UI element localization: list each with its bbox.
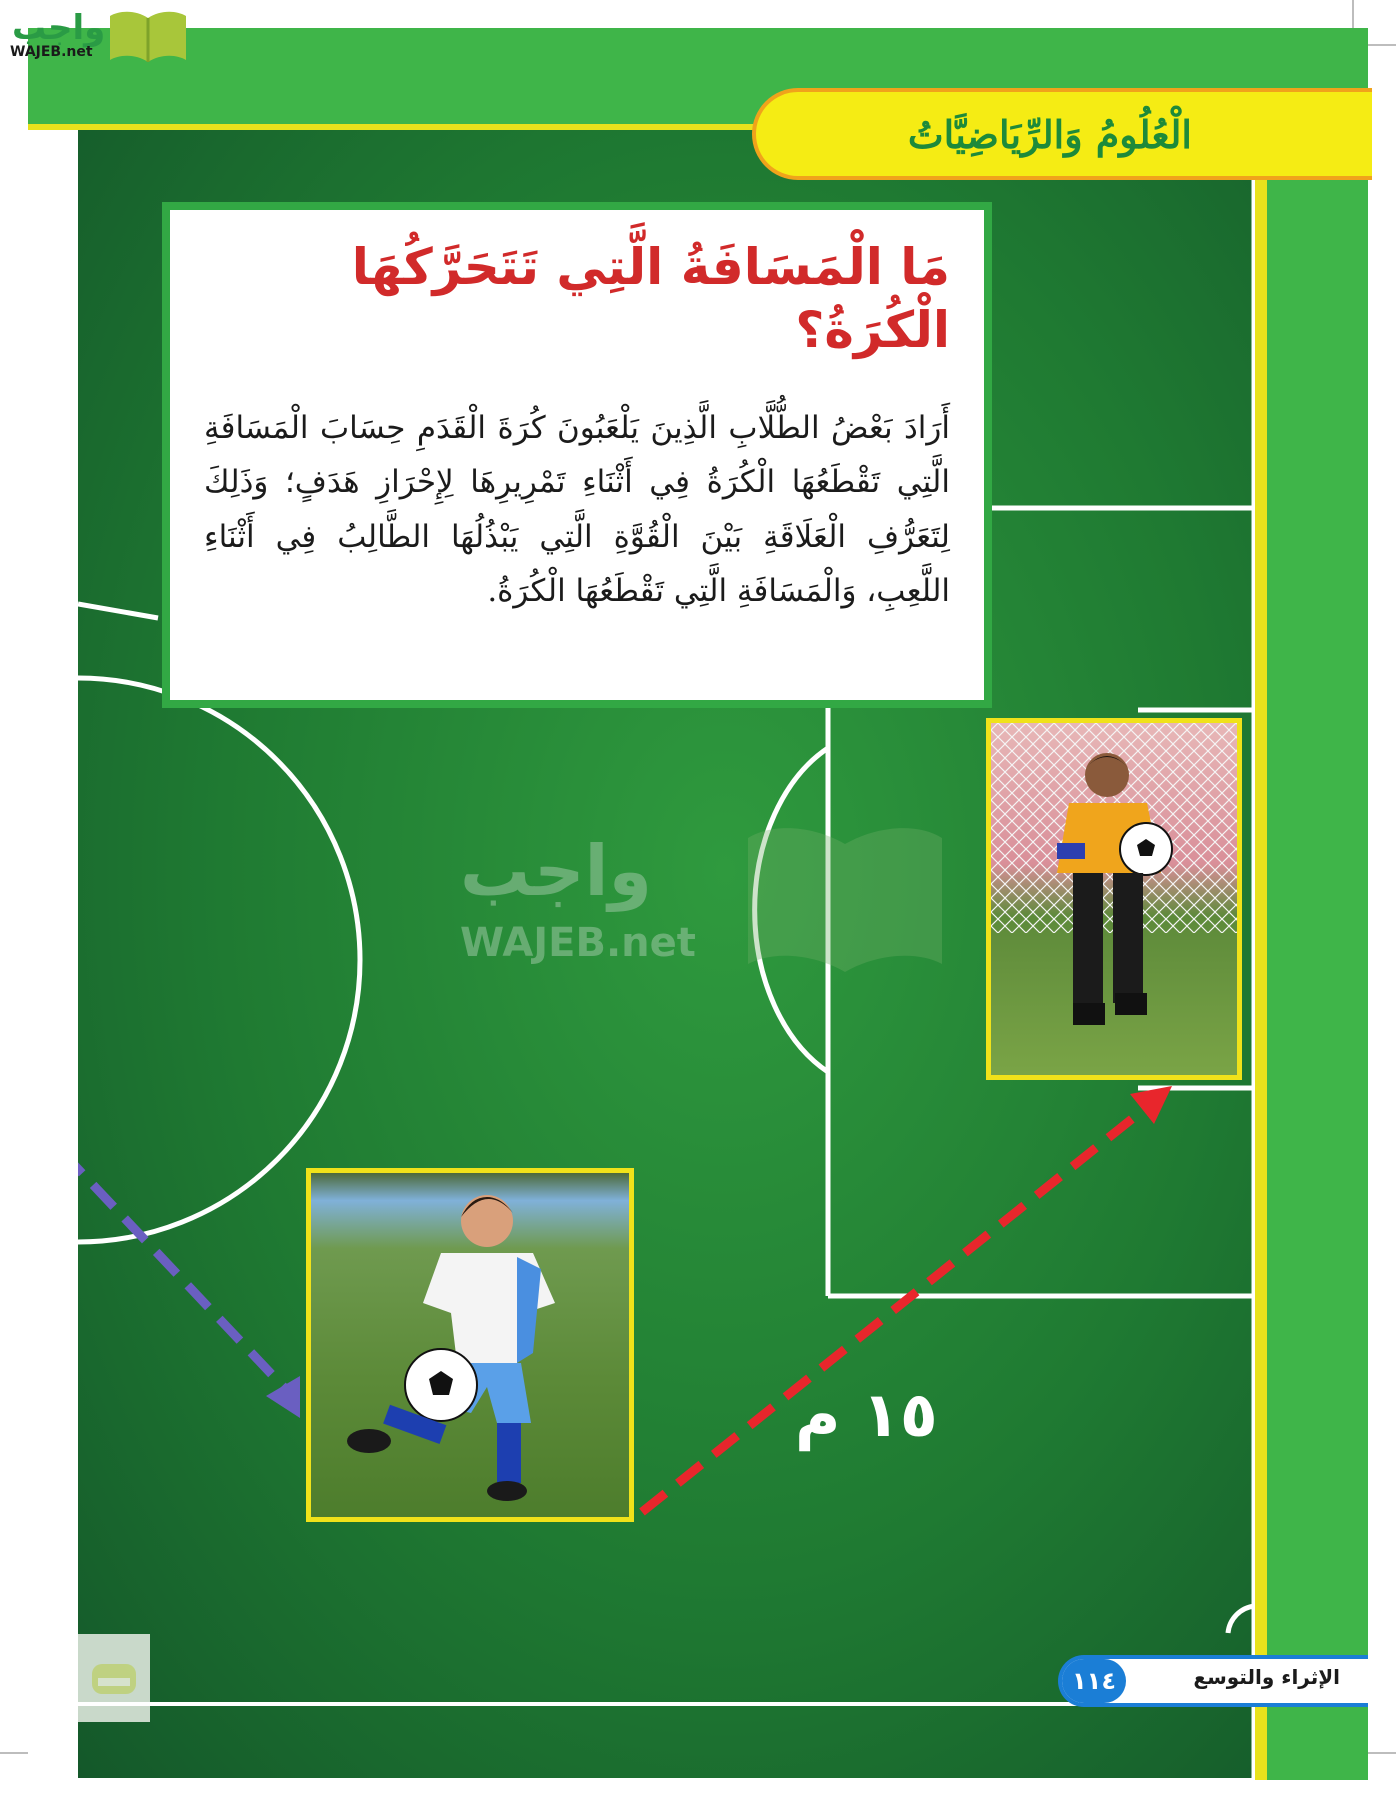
side-badge [78,1634,150,1722]
watermark-book-icon [740,814,950,984]
center-circle [78,678,360,1242]
logo-text: واجب [12,8,106,48]
crop-mark [0,1752,28,1754]
crop-mark [1368,1752,1396,1754]
crop-mark [1368,44,1396,46]
distance-label: ١٥ م [795,1378,938,1451]
pass-arrow-head [1130,1086,1172,1124]
question-card [162,202,992,708]
kicker-illustration [311,1173,629,1517]
crop-mark [1352,0,1354,30]
badge-icon [78,1634,150,1722]
watermark-subtext: WAJEB.net [460,920,696,966]
run-arrow-head [266,1376,300,1418]
right-green-band [1255,28,1368,1780]
page-number: ١١٤ [1062,1659,1126,1703]
question-title: مَا الْمَسَافَةُ الَّتِي تَتَحَرَّكُهَا الْكُرَةُ؟ [351,238,950,359]
section-header [752,88,1372,180]
kicker-photo [306,1168,634,1522]
run-arrow-line [78,1118,294,1398]
question-paragraph: أَرَادَ بَعْضُ الطُّلَّابِ الَّذِينَ يَلْعَبُونَ كُرَةَ الْقَدَمِ حِسَابَ الْمَسَافَةِ الَّتِي تَقْطَعُهَا الْكُرَةُ فِي أَثْنَاءِ تَمْرِيرِهَا لِإِحْرَازِ هَدَفٍ؛ وَذَلِكَ لِتَعَرُّفِ الْعَلَاقَةِ بَيْنَ الْقُوَّةِ الَّتِي يَبْذُلُهَا الطَّالِبُ فِي أَثْنَاءِ اللَّعِبِ، وَالْمَسَافَةِ الَّتِي تَقْطَعُهَا الْكُرَةُ. [204,410,950,609]
inner-yellow-stripe [1255,180,1267,1780]
goalkeeper-photo [986,718,1242,1080]
logo-subtext: WAJEB.net [10,44,93,60]
halfway-arc-top [78,604,158,618]
goalkeeper-illustration [991,723,1237,1075]
watermark-text: واجب [460,830,653,912]
section-title: الْعُلُومُ وَالرِّيَاضِيَّاتُ [907,111,1192,157]
footer-section-label: الإثراء والتوسع [1193,1665,1340,1689]
corner-arc [1228,1606,1255,1633]
